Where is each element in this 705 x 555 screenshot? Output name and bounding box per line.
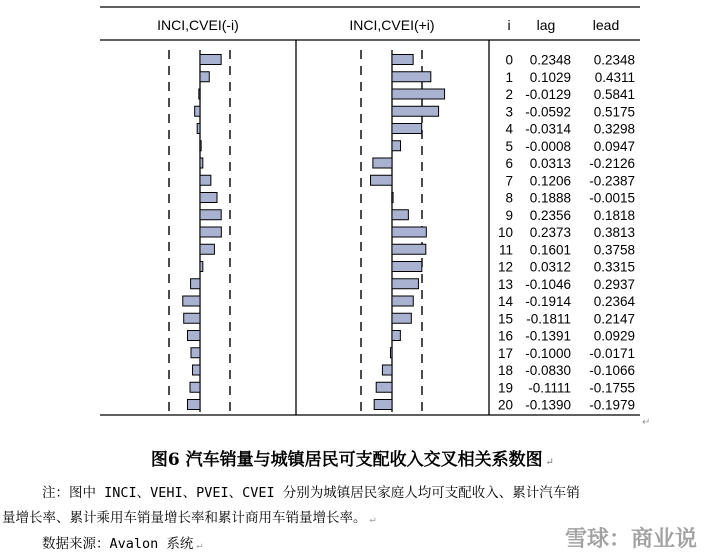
- lag-bar: [191, 279, 200, 289]
- row-index: 5: [505, 138, 513, 154]
- row-index: 20: [497, 397, 513, 413]
- lag-bar: [200, 262, 203, 272]
- lag-bar: [187, 331, 200, 341]
- row-index: 12: [497, 259, 513, 275]
- lag-bar: [184, 313, 200, 323]
- row-lag-value: -0.0592: [525, 104, 571, 120]
- lag-bars: [183, 55, 222, 410]
- header-lag: lag: [536, 17, 556, 33]
- note-line-2: 量增长率、累计乘用车销量增长率和累计商用车销量增长率。 ↵: [2, 510, 376, 526]
- header-col1: INCI,CVEI(-i): [157, 17, 239, 33]
- lag-bar: [200, 210, 221, 220]
- lag-bar: [200, 55, 221, 65]
- lag-bar: [183, 296, 200, 306]
- row-lag-value: -0.1390: [525, 397, 571, 413]
- row-lag-value: -0.1000: [525, 345, 571, 361]
- row-index: 6: [505, 156, 513, 171]
- lead-bar: [392, 55, 413, 65]
- lag-bar: [195, 106, 200, 116]
- row-lag-value: 0.2348: [529, 52, 571, 68]
- row-index: 17: [497, 345, 513, 361]
- lag-bar: [199, 89, 200, 99]
- row-lag-value: -0.0830: [525, 363, 571, 378]
- row-lead-value: 0.5841: [593, 87, 635, 102]
- lag-bar: [187, 400, 200, 410]
- row-lag-value: -0.1046: [525, 276, 571, 292]
- row-index: 8: [505, 190, 513, 206]
- row-index: 11: [498, 242, 513, 258]
- lag-bar: [190, 382, 200, 392]
- row-lead-value: 0.0947: [593, 138, 635, 154]
- row-index: 2: [505, 87, 513, 102]
- row-lead-value: -0.0171: [589, 345, 635, 361]
- row-lag-value: -0.1914: [525, 294, 571, 309]
- lead-bar: [392, 89, 445, 99]
- lead-bar: [392, 296, 413, 306]
- header-col2: INCI,CVEI(+i): [349, 17, 435, 33]
- row-index: 10: [497, 225, 513, 240]
- row-lead-value: 0.4311: [594, 69, 635, 85]
- row-lag-value: 0.0312: [529, 259, 571, 275]
- row-lead-value: -0.0015: [589, 190, 635, 206]
- row-index: 16: [497, 328, 513, 344]
- row-lag-value: 0.2373: [529, 225, 571, 240]
- row-lead-value: 0.3315: [593, 259, 635, 275]
- lead-bar: [392, 279, 418, 289]
- row-lag-value: 0.1029: [529, 69, 571, 85]
- row-index: 19: [497, 380, 513, 396]
- header-i: i: [507, 17, 511, 33]
- row-lead-value: 0.2364: [593, 294, 635, 309]
- row-lag-value: 0.1206: [529, 173, 571, 189]
- row-lag-value: -0.1811: [526, 311, 571, 327]
- lead-bar: [392, 124, 422, 134]
- row-lead-value: 0.3298: [593, 121, 635, 137]
- return-mark: ↵: [642, 417, 651, 428]
- lead-bar: [392, 210, 408, 220]
- lead-bar: [390, 348, 392, 358]
- lag-bar: [197, 124, 200, 134]
- lead-bar: [371, 175, 392, 185]
- lead-bar: [392, 106, 439, 116]
- lead-bar: [392, 313, 411, 323]
- row-lead-value: -0.1979: [589, 397, 635, 413]
- row-lag-value: -0.0314: [525, 121, 571, 137]
- lead-bar: [373, 158, 392, 168]
- watermark: 雪球：商业说: [564, 527, 697, 552]
- lead-bar: [382, 365, 392, 375]
- lead-bar: [392, 262, 422, 272]
- row-lag-value: 0.2356: [529, 207, 571, 223]
- row-lag-value: -0.0129: [525, 87, 571, 102]
- lag-bar: [200, 158, 203, 168]
- row-index: 9: [505, 207, 513, 223]
- row-lead-value: 0.5175: [593, 104, 635, 120]
- lead-bar: [376, 382, 392, 392]
- row-lag-value: 0.1601: [529, 242, 571, 258]
- row-lag-value: 0.1888: [529, 190, 571, 206]
- lead-bar: [392, 193, 393, 203]
- lead-bars: [371, 55, 445, 410]
- row-index: 1: [505, 69, 513, 85]
- lag-bar: [191, 348, 200, 358]
- value-table: [498, 53, 636, 413]
- row-lag-value: -0.1111: [528, 380, 571, 396]
- lead-bar: [374, 400, 392, 410]
- row-lead-value: -0.2126: [589, 156, 635, 171]
- lead-bar: [392, 72, 431, 82]
- lag-bar: [200, 227, 221, 237]
- lag-bar: [200, 244, 214, 254]
- row-lag-value: -0.0008: [525, 138, 571, 154]
- figure-caption: 图6 汽车销量与城镇居民可支配收入交叉相关系数图 ↵: [150, 450, 555, 470]
- row-index: 0: [505, 52, 513, 68]
- lead-bar: [392, 331, 400, 341]
- source-line: 数据来源：Avalon 系统 ↵: [42, 536, 203, 552]
- row-index: 15: [497, 311, 513, 327]
- lead-bar: [392, 227, 426, 237]
- lag-bar: [200, 141, 201, 151]
- row-lead-value: 0.2348: [593, 52, 635, 68]
- row-lead-value: 0.1818: [593, 207, 635, 223]
- note-line-1: 注：图中 INCI、VEHI、PVEI、CVEI 分别为城镇居民家庭人均可支配收入、累计汽车销: [42, 485, 580, 501]
- lag-bar: [193, 365, 200, 375]
- row-lead-value: -0.2387: [589, 173, 635, 189]
- row-lead-value: -0.1066: [589, 363, 635, 378]
- row-index: 18: [497, 363, 513, 378]
- row-index: 7: [505, 173, 513, 189]
- row-lead-value: 0.3758: [593, 242, 635, 258]
- lag-bar: [200, 72, 209, 82]
- row-index: 13: [497, 276, 513, 292]
- row-lag-value: -0.1391: [525, 328, 571, 344]
- row-lead-value: 0.0929: [593, 328, 635, 344]
- row-lead-value: 0.2147: [593, 311, 635, 327]
- row-lead-value: 0.2937: [593, 276, 635, 292]
- lead-bar: [392, 244, 426, 254]
- header-lead: lead: [592, 17, 620, 33]
- row-lag-value: 0.0313: [529, 156, 571, 171]
- lag-bar: [200, 175, 211, 185]
- lead-bar: [392, 141, 401, 151]
- row-lead-value: -0.1755: [589, 380, 635, 396]
- row-index: 14: [497, 294, 513, 309]
- row-lead-value: 0.3813: [593, 225, 635, 240]
- row-index: 3: [505, 104, 513, 120]
- row-index: 4: [505, 121, 513, 137]
- lag-bar: [200, 193, 217, 203]
